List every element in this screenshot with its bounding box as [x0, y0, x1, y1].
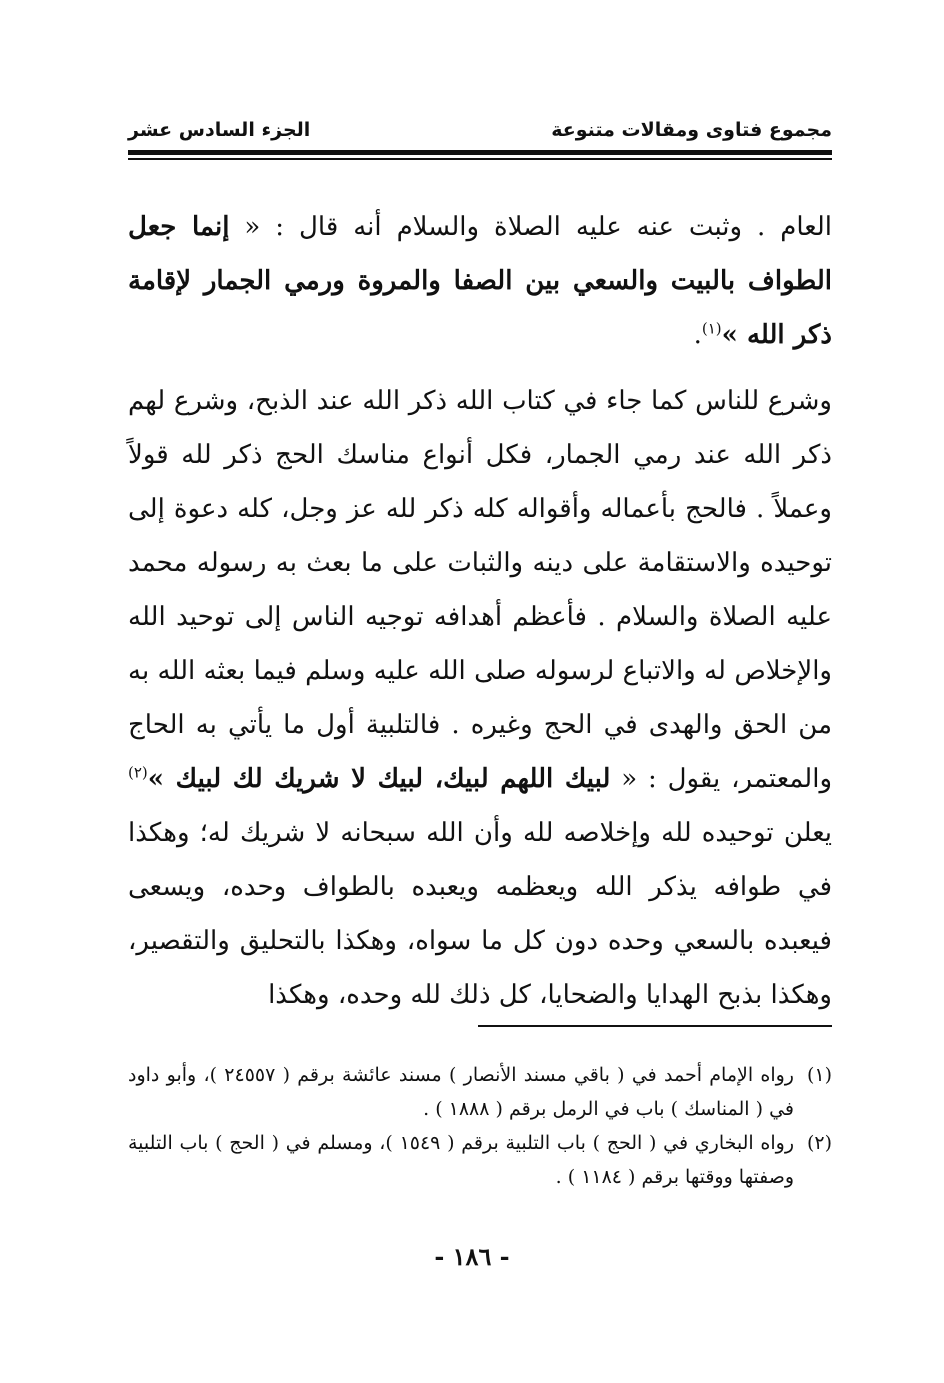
- talbiyah-quote: لبيك اللهم لبيك، لبيك لا شريك لك لبيك: [175, 764, 611, 794]
- footnote-number: (١): [806, 1064, 832, 1086]
- footnote-ref-2[interactable]: (٢): [128, 763, 148, 782]
- footnote-number: (٢): [806, 1132, 832, 1154]
- footnotes: [128, 1058, 832, 1194]
- footnote-ref-1[interactable]: (١): [701, 319, 722, 338]
- footnote-text: رواه الإمام أحمد في ( باقي مسند الأنصار ) مسند عائشة برقم ( ٢٤٥٥٧ )، وأبو داود في ( المناسك ) باب في الرمل برقم ( ١٨٨٨ ) .: [128, 1064, 794, 1120]
- header-rule-thick: [128, 150, 832, 155]
- main-text: [128, 200, 832, 1022]
- footnote-2: [128, 1126, 832, 1194]
- page-number: - ١٨٦ -: [434, 1242, 510, 1271]
- volume-label: الجزء السادس عشر: [128, 119, 311, 141]
- paragraph-2: [128, 374, 832, 1022]
- hadith-quote: إنما جعل الطواف بالبيت والسعي بين الصفا والمروة ورمي الجمار لإقامة ذكر الله: [128, 212, 832, 350]
- quote-close: »: [147, 764, 176, 794]
- text-run: العام . وثبت عنه عليه الصلاة والسلام أنه قال : «: [229, 212, 832, 242]
- quote-close: »: [721, 320, 747, 350]
- paragraph-1: [128, 200, 832, 362]
- book-title: مجموع فتاوى ومقالات متنوعة: [551, 119, 832, 141]
- running-header: [128, 112, 832, 148]
- header-rule-thin: [128, 158, 832, 160]
- footnote-1: [128, 1058, 832, 1126]
- text-run: .: [693, 320, 702, 350]
- text-run: وشرع للناس كما جاء في كتاب الله ذكر الله عند الذبح، وشرع لهم ذكر الله عند رمي الجمار، فكل أنواع مناسك الحج ذكر لله قولاً وعملاً . فالحج بأعماله وأقواله كله ذكر لله عز وجل، كله دعوة إلى توحيده والاستقامة على دينه والثبات على ما بعث به رسوله محمد عليه الصلاة والسلام . فأعظم أهدافه توجيه الناس إلى توحيد الله والإخلاص له والاتباع لرسوله صلى الله عليه وسلم فيما بعثه الله به من الحق والهدى في الحج وغيره . فالتلبية أول ما يأتي به الحاج والمعتمر، يقول : «: [128, 386, 833, 794]
- text-run: يعلن توحيده لله وإخلاصه لله وأن الله سبحانه لا شريك له؛ وهكذا في طوافه يذكر الله ويعظمه ويعبده بالطواف وحده، ويسعى فيعبده بالسعي وحده دون كل ما سواه، وهكذا بالتحليق والتقصير، وهكذا بذبح الهدايا والضحايا، كل ذلك لله وحده، وهكذا: [128, 818, 832, 1010]
- footnote-text: رواه البخاري في ( الحج ) باب التلبية برقم ( ١٥٤٩ )، ومسلم في ( الحج ) باب التلبية وصفتها ووقتها برقم ( ١١٨٤ ) .: [128, 1132, 794, 1188]
- footnote-separator: [478, 1025, 832, 1027]
